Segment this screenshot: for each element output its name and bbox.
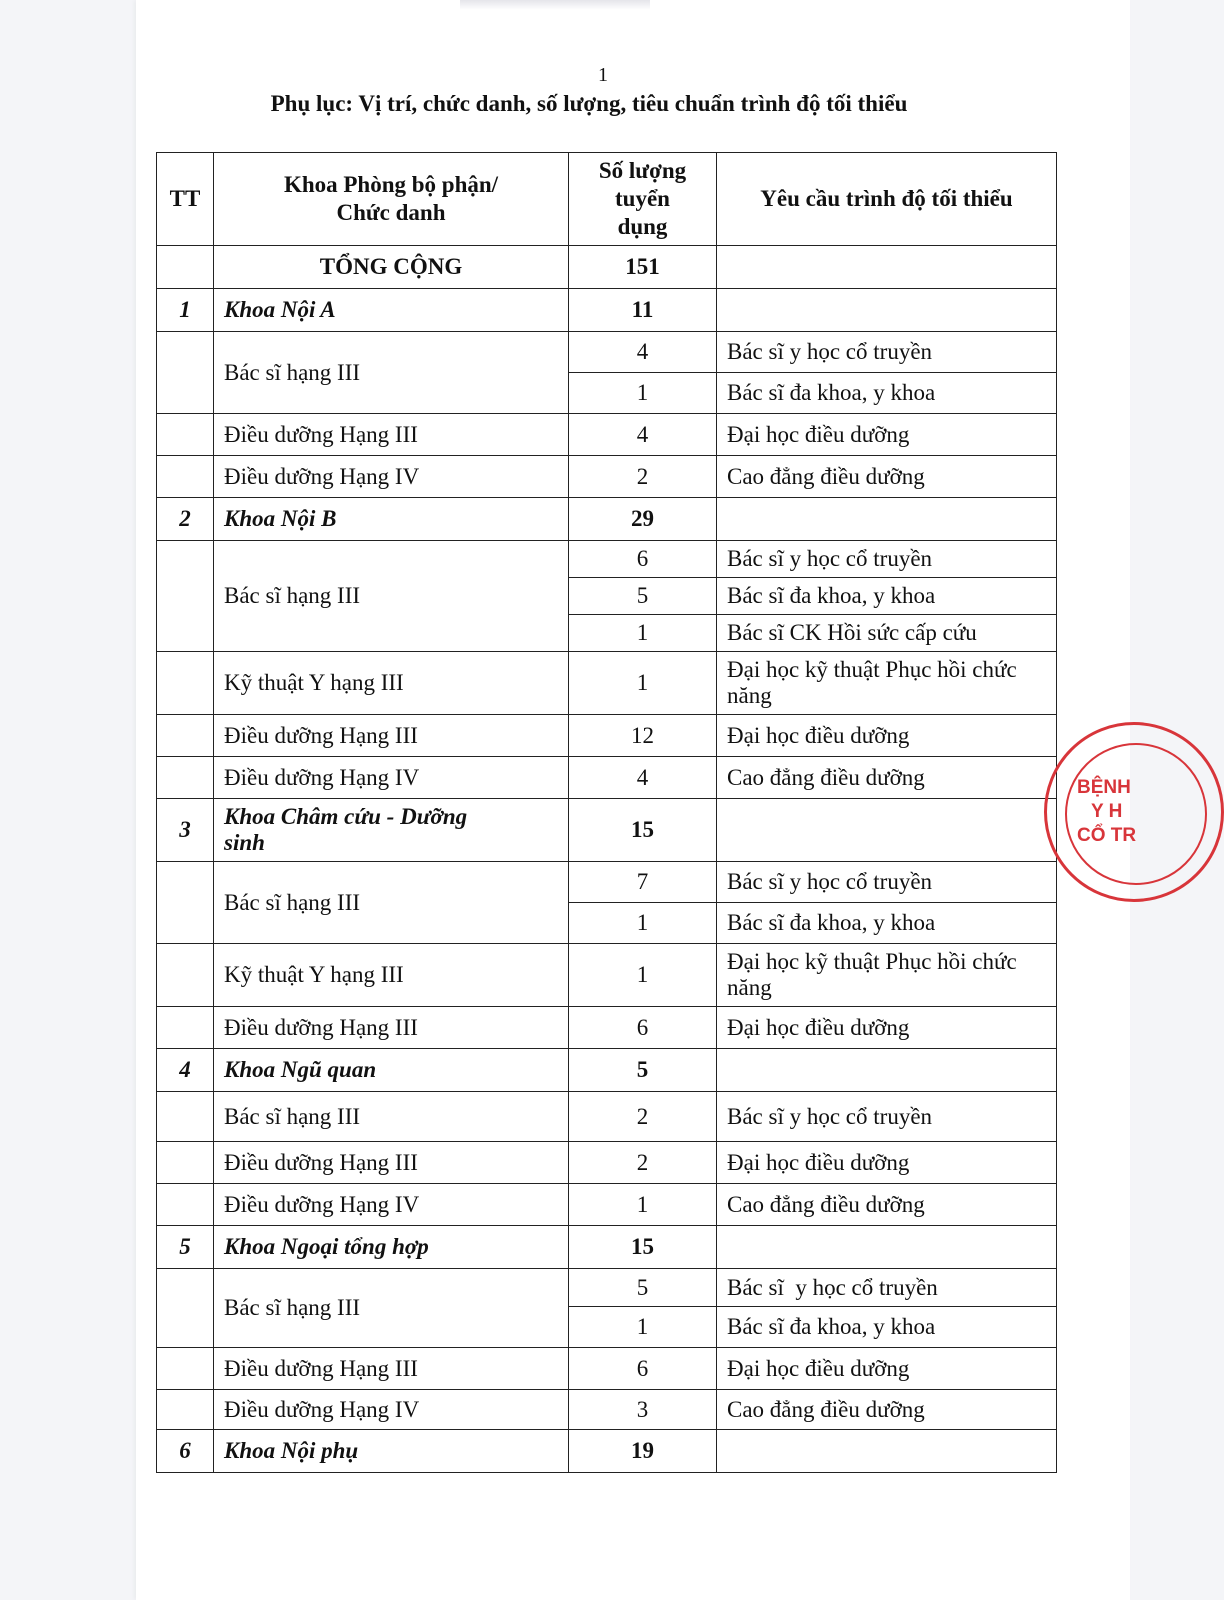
position-tt [157,332,214,414]
entry-qty: 1 [569,373,717,414]
entry-requirement: Bác sĩ CK Hồi sức cấp cứu [717,615,1057,652]
entry-qty: 2 [569,1092,717,1142]
department-row [157,289,1057,332]
position-title: Điều dưỡng Hạng III [214,1007,569,1049]
department-name: Khoa Ngoại tổng hợp [214,1226,569,1269]
department-row [157,799,1057,862]
position-tt [157,541,214,652]
department-name [214,799,569,862]
department-req [717,498,1057,541]
department-req [717,1049,1057,1092]
entry-requirement: Bác sĩ y học cổ truyền [717,862,1057,903]
position-row [157,944,1057,1007]
department-tt: 1 [157,289,214,332]
entry-qty: 6 [569,1348,717,1390]
position-row [157,715,1057,757]
department-name-line1: Khoa Châm cứu - Dưỡng [224,804,468,829]
position-tt [157,1007,214,1049]
entry-qty: 1 [569,1307,717,1348]
position-row [157,652,1057,715]
entry-qty: 1 [569,1184,717,1226]
position-tt [157,862,214,944]
position-tt [157,456,214,498]
entry-qty: 5 [569,578,717,615]
entry-qty: 1 [569,944,717,1007]
department-tt: 5 [157,1226,214,1269]
department-qty: 15 [569,799,717,862]
department-name: Khoa Nội phụ [214,1430,569,1473]
entry-requirement: Bác sĩ đa khoa, y khoa [717,903,1057,944]
entry-requirement: Bác sĩ đa khoa, y khoa [717,1307,1057,1348]
position-tt [157,652,214,715]
entry-qty: 2 [569,1142,717,1184]
position-tt [157,944,214,1007]
position-row [157,541,1057,578]
header-qty-line3: dụng [617,214,668,239]
position-row [157,862,1057,903]
position-title: Điều dưỡng Hạng III [214,1348,569,1390]
entry-requirement: Đại học điều dưỡng [717,414,1057,456]
entry-qty: 2 [569,456,717,498]
position-tt [157,1092,214,1142]
position-title: Kỹ thuật Y hạng III [214,944,569,1007]
entry-qty: 6 [569,1007,717,1049]
position-row [157,757,1057,799]
department-row [157,1049,1057,1092]
entry-qty: 12 [569,715,717,757]
department-qty: 11 [569,289,717,332]
position-title: Bác sĩ hạng III [214,332,569,414]
seal-text-line1: BỆNH [1077,777,1131,798]
position-title: Bác sĩ hạng III [214,541,569,652]
entry-requirement: Đại học điều dưỡng [717,715,1057,757]
entry-qty: 3 [569,1390,717,1430]
position-title: Điều dưỡng Hạng IV [214,456,569,498]
position-title: Điều dưỡng Hạng IV [214,1184,569,1226]
position-row [157,1007,1057,1049]
position-row [157,332,1057,373]
position-tt [157,1390,214,1430]
entry-qty: 1 [569,903,717,944]
seal-text-line3: CỔ TR [1077,825,1137,846]
entry-requirement: Bác sĩ y học cổ truyền [717,1092,1057,1142]
entry-qty: 4 [569,757,717,799]
entry-requirement: Bác sĩ đa khoa, y khoa [717,578,1057,615]
total-value: 151 [569,246,717,289]
position-tt [157,1184,214,1226]
position-row [157,1092,1057,1142]
department-qty: 19 [569,1430,717,1473]
department-tt: 2 [157,498,214,541]
department-req [717,289,1057,332]
position-row [157,1390,1057,1430]
position-tt [157,757,214,799]
page-title: Phụ lục: Vị trí, chức danh, số lượng, tiêu chuẩn trình độ tối thiểu [270,91,908,116]
total-tt [157,246,214,289]
header-unit-line1: Khoa Phòng bộ phận/ [283,172,499,197]
scan-smudge [460,0,650,10]
entry-qty: 1 [569,652,717,715]
header-unit-line2: Chức danh [336,200,446,225]
department-name-line2: sinh [224,830,265,855]
entry-requirement: Bác sĩ y học cổ truyền [717,332,1057,373]
department-row [157,1430,1057,1473]
position-title: Điều dưỡng Hạng III [214,414,569,456]
position-title: Bác sĩ hạng III [214,1269,569,1348]
entry-qty: 1 [569,615,717,652]
page-number: 1 [598,64,608,86]
department-qty: 29 [569,498,717,541]
department-tt: 4 [157,1049,214,1092]
entry-qty: 5 [569,1269,717,1307]
position-title: Điều dưỡng Hạng IV [214,1390,569,1430]
department-qty: 5 [569,1049,717,1092]
department-tt: 6 [157,1430,214,1473]
total-row [157,246,1057,289]
position-row [157,1348,1057,1390]
entry-requirement: Đại học điều dưỡng [717,1007,1057,1049]
header-quantity [569,153,717,246]
entry-requirement: Cao đẳng điều dưỡng [717,1184,1057,1226]
position-tt [157,715,214,757]
entry-requirement: Cao đẳng điều dưỡng [717,1390,1057,1430]
entry-qty: 4 [569,414,717,456]
position-row [157,1184,1057,1226]
entry-requirement: Cao đẳng điều dưỡng [717,757,1057,799]
position-title: Kỹ thuật Y hạng III [214,652,569,715]
total-req [717,246,1057,289]
department-name: Khoa Nội A [214,289,569,332]
position-tt [157,1142,214,1184]
header-unit [214,153,569,246]
entry-qty: 6 [569,541,717,578]
entry-requirement: Đại học điều dưỡng [717,1348,1057,1390]
position-title: Điều dưỡng Hạng III [214,715,569,757]
position-row [157,1142,1057,1184]
table-header-row [157,153,1057,246]
header-qty-line1: Số lượng [598,158,687,183]
position-title: Bác sĩ hạng III [214,862,569,944]
entry-requirement: Đại học kỹ thuật Phục hồi chức năng [717,652,1057,715]
position-title: Điều dưỡng Hạng IV [214,757,569,799]
entry-requirement: Đại học kỹ thuật Phục hồi chức năng [717,944,1057,1007]
official-seal-stamp [1044,722,1224,902]
entry-qty: 4 [569,332,717,373]
position-row [157,1269,1057,1307]
department-req [717,1226,1057,1269]
position-row [157,456,1057,498]
position-title: Điều dưỡng Hạng III [214,1142,569,1184]
department-req [717,799,1057,862]
header-requirement: Yêu cầu trình độ tối thiểu [717,153,1057,246]
department-name: Khoa Nội B [214,498,569,541]
header-qty-line2: tuyển [615,186,670,211]
entry-requirement: Bác sĩ y học cổ truyền [717,541,1057,578]
seal-inner-ring [1065,743,1207,885]
seal-text-line2: Y H [1091,801,1123,822]
department-qty: 15 [569,1226,717,1269]
position-row [157,414,1057,456]
header-tt: TT [157,153,214,246]
position-title: Bác sĩ hạng III [214,1092,569,1142]
department-tt: 3 [157,799,214,862]
department-req [717,1430,1057,1473]
entry-requirement: Cao đẳng điều dưỡng [717,456,1057,498]
department-row [157,1226,1057,1269]
recruitment-table [156,152,1057,1473]
entry-requirement: Bác sĩ y học cổ truyền [717,1269,1057,1307]
total-label: TỔNG CỘNG [214,246,569,289]
position-tt [157,1348,214,1390]
position-tt [157,414,214,456]
entry-requirement: Đại học điều dưỡng [717,1142,1057,1184]
department-row [157,498,1057,541]
department-name: Khoa Ngũ quan [214,1049,569,1092]
position-tt [157,1269,214,1348]
entry-requirement: Bác sĩ đa khoa, y khoa [717,373,1057,414]
entry-qty: 7 [569,862,717,903]
